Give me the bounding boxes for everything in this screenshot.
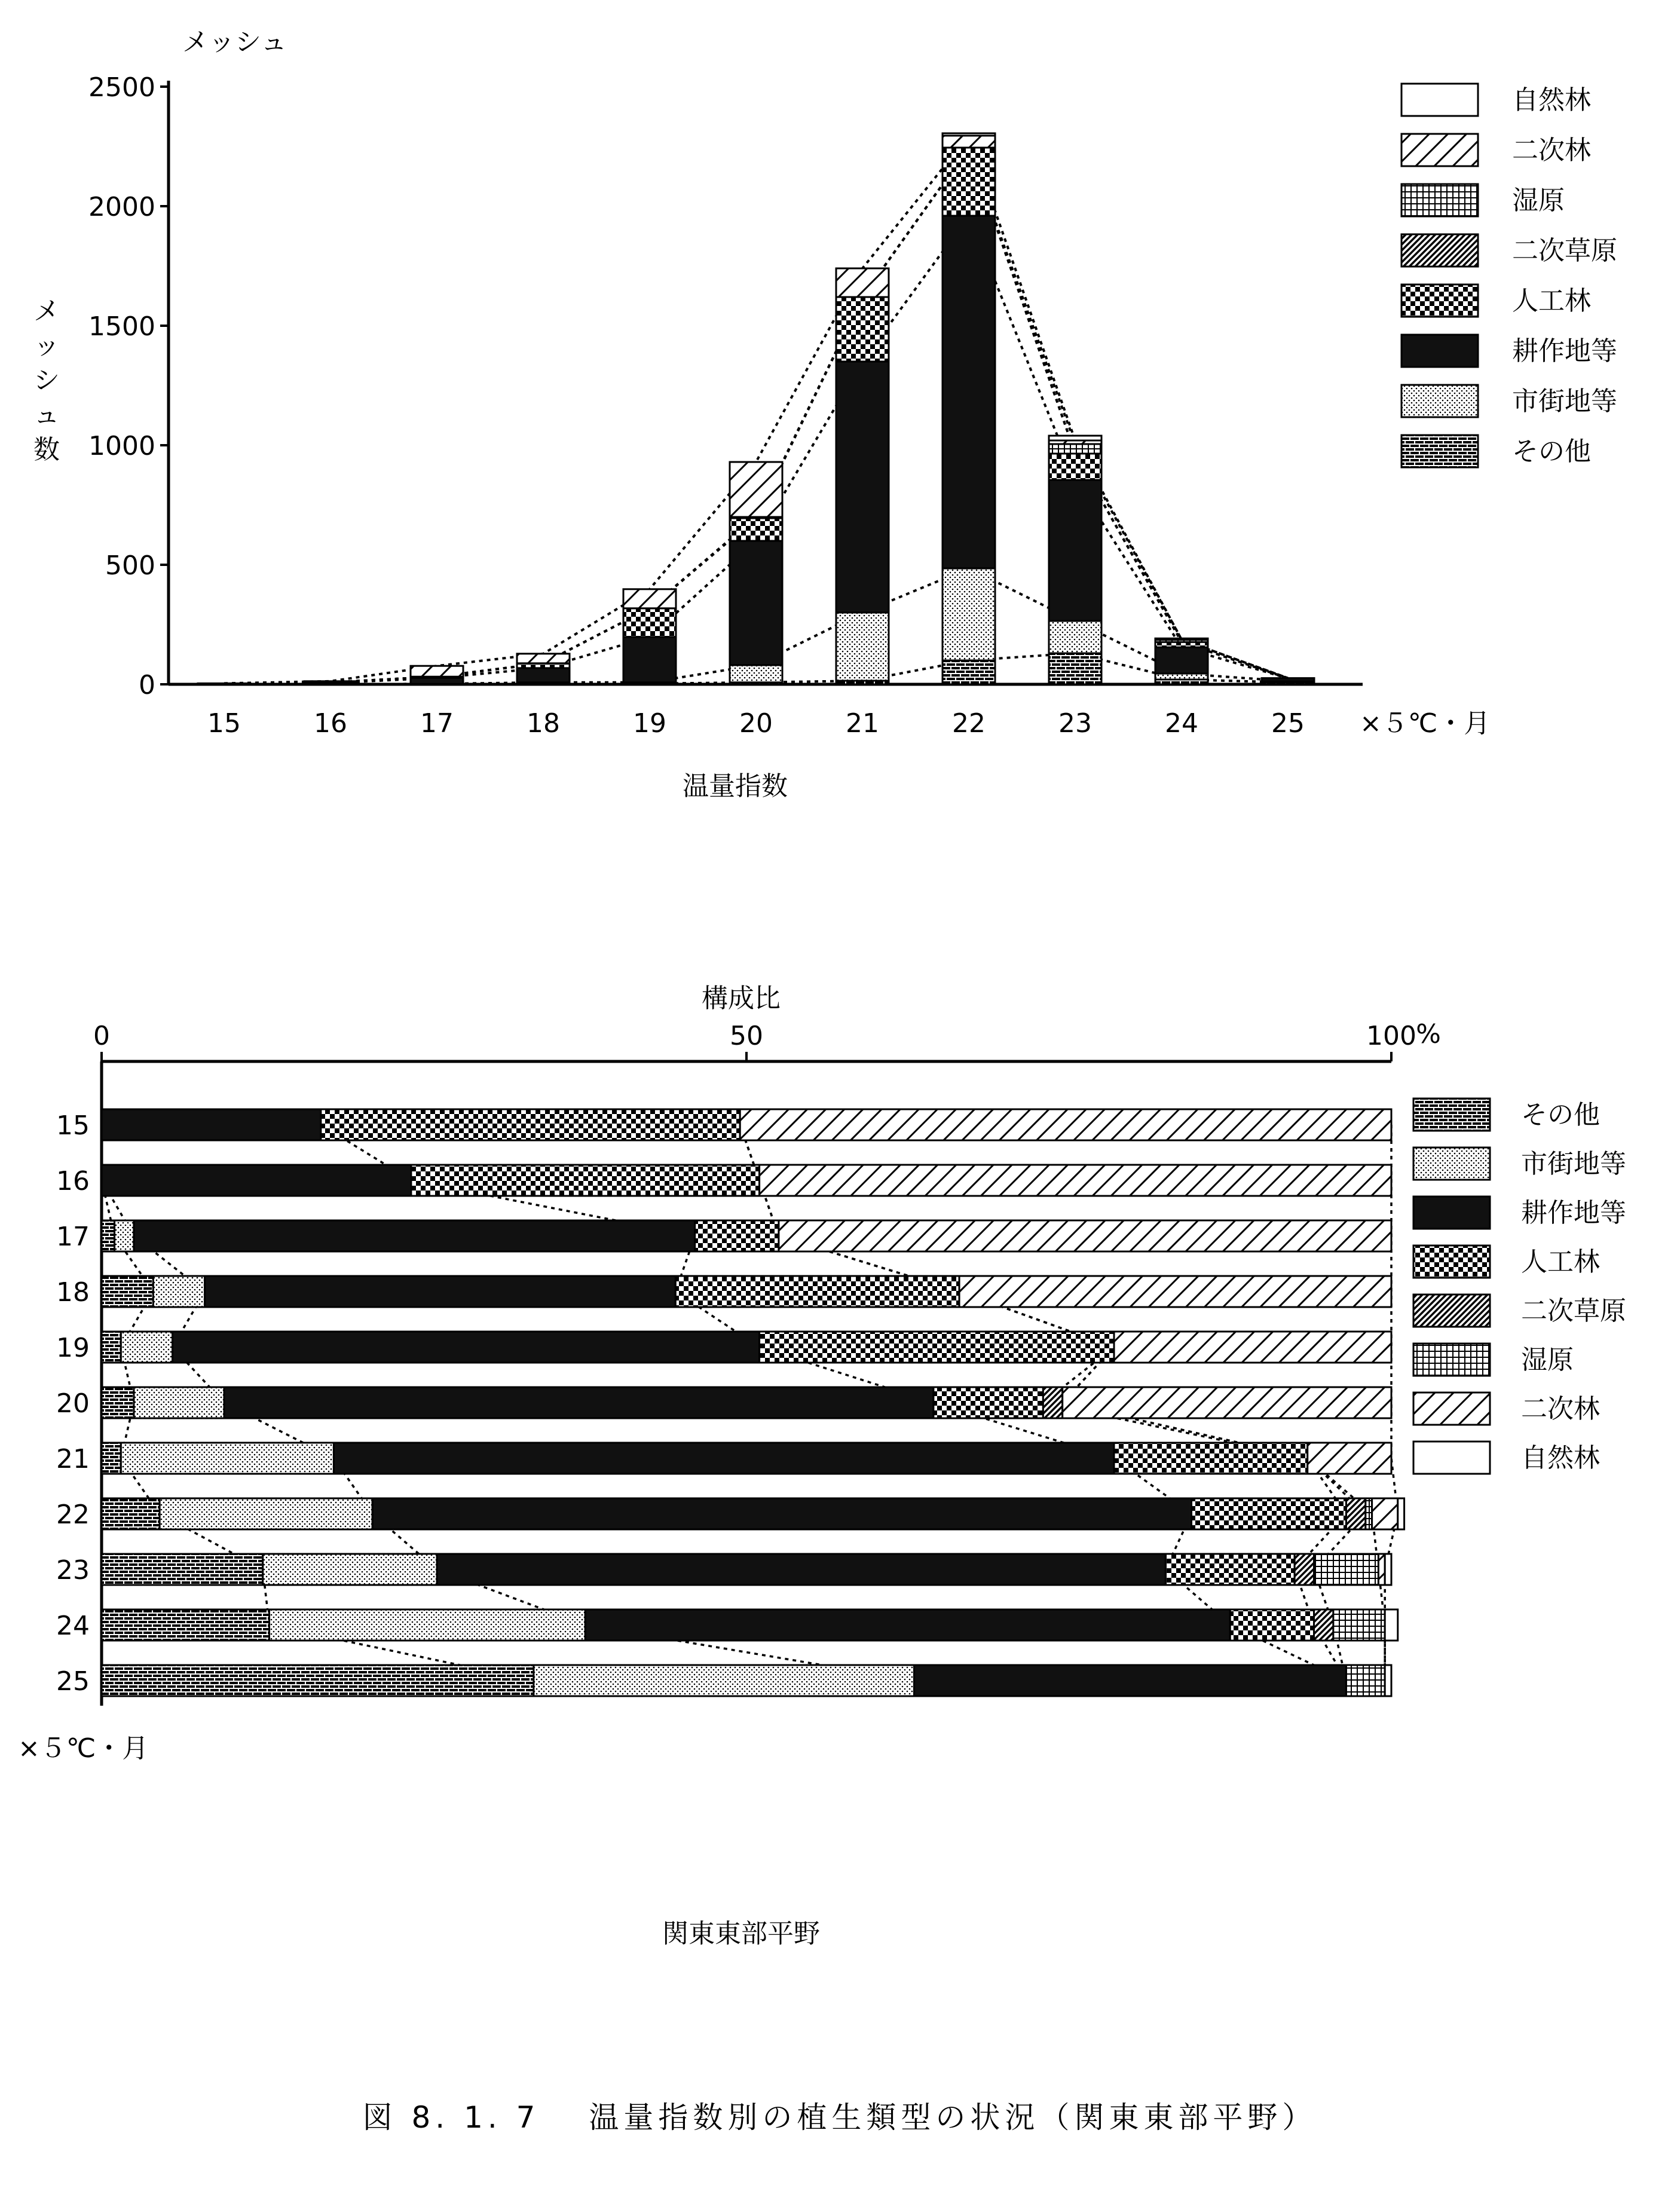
bar-segment-series-6 [959,1276,1391,1307]
bar-segment-series-1 [153,1276,204,1307]
y-tick-label: 18 [56,1277,90,1308]
legend-swatch [1401,84,1478,116]
legend-swatch [1413,1196,1490,1229]
tick-labels [88,72,1305,739]
legend-label: 湿原 [1512,185,1565,216]
x-tick-label: 22 [952,708,986,739]
legend [1401,84,1617,467]
y-tick-label: 2500 [88,72,155,103]
bar-segment-series-5 [1314,1554,1379,1585]
bar-segment-series-1 [160,1498,372,1529]
legend-label: 自然林 [1521,1443,1600,1473]
bar-segment-series-3 [411,1165,760,1196]
bar-segment-series-3 [1165,1554,1295,1585]
bar-segment-series-2 [623,637,676,683]
legend-swatch [1401,435,1478,467]
x-axis-title: 温量指数 [683,771,788,801]
bar-segment-series-2 [1049,480,1101,621]
x-tick-label: 15 [207,708,241,739]
legend-label: 市街地等 [1521,1149,1626,1179]
legend-swatch [1413,1098,1490,1131]
bar-segment-series-2 [585,1609,1230,1641]
legend-label: 二次草原 [1512,235,1617,266]
figure-caption: 図 8. 1. 7 温量指数別の植生類型の状況（関東東部平野） [362,2100,1317,2135]
chart-title: 構成比 [702,983,781,1014]
bar-segment-series-6 [304,681,357,683]
bar-segment-series-1 [121,1443,333,1474]
bars [198,133,1314,684]
bar-segment-series-6 [1372,1498,1398,1529]
bar-segment-series-6 [1114,1332,1391,1363]
bar-segment-series-6 [1063,1387,1391,1418]
bar-segment-series-2 [224,1387,934,1418]
bar-segment-series-1 [134,1387,224,1418]
legend-swatch [1413,1147,1490,1180]
bar-segment-series-6 [1378,1554,1385,1585]
composition-ratio-chart [18,983,1626,1764]
bar-segment-series-2 [836,362,889,613]
x-tick-label: 19 [633,708,666,739]
bar-segment-series-7 [942,133,995,136]
bar-segment-series-2 [730,541,782,665]
bar-segment-series-6 [740,1109,1391,1140]
y-tick-label: 19 [56,1333,90,1363]
y-tick-label: 20 [56,1388,90,1419]
legend-swatch [1413,1344,1490,1376]
y-tick-label: 17 [56,1222,90,1252]
bar-segment-series-0 [102,1276,153,1307]
x-tick-label: 100 [1366,1021,1416,1051]
bar-segment-series-1 [121,1332,172,1363]
bar-segment-series-5 [1333,1609,1385,1641]
bar-segment-series-6 [411,666,463,677]
legend-label: 市街地等 [1512,386,1617,417]
bar-segment-series-6 [198,683,250,684]
bar-segment-series-2 [333,1443,1114,1474]
bar-segment-series-3 [730,518,782,541]
bar-segment-series-3 [321,1109,740,1140]
legend-swatch [1401,385,1478,417]
legend-swatch [1413,1245,1490,1278]
x-tick-label: 25 [1271,708,1305,739]
y-unit-label: ×５℃・月 [18,1733,149,1764]
bar-segment-series-0 [102,1609,270,1641]
y-tick-label: 25 [56,1666,90,1697]
bar-segment-series-7 [1398,1498,1404,1529]
bar-segment-series-1 [270,1609,586,1641]
x-tick-label: 20 [739,708,773,739]
x-tick-label: 50 [730,1021,763,1051]
bar-segment-series-6 [942,136,995,148]
bar-segment-series-7 [1049,436,1101,440]
y-tick-label: 1500 [88,311,155,342]
legend-swatch [1413,1295,1490,1327]
bar-segment-series-3 [836,297,889,362]
stacked-bar-chart [33,27,1617,801]
bar-segment-series-2 [102,1109,321,1140]
bar-segment-series-5 [1366,1498,1372,1529]
bar-segment-series-7 [1385,1609,1398,1641]
bar-segment-series-3 [623,608,676,637]
bar-segment-series-0 [102,1443,121,1474]
bar-segment-series-1 [263,1554,437,1585]
x-tick-label: 18 [527,708,560,739]
x-unit-label: ×５℃・月 [1360,708,1491,739]
bar-segment-series-2 [437,1554,1165,1585]
y-tick-label: 0 [139,670,155,700]
bar-segment-series-2 [134,1220,695,1251]
y-tick-label: 16 [56,1166,90,1196]
bar-segment-series-2 [517,668,570,683]
bar-segment-series-4 [1346,1498,1365,1529]
legend-swatch [1401,184,1478,216]
legend-label: 湿原 [1521,1345,1574,1375]
bar-segment-series-2 [102,1165,411,1196]
bar-segment-series-5 [1262,678,1314,679]
y-axis-title-char: 数 [33,434,60,465]
legend-label: 人工林 [1512,286,1591,316]
bar-segment-series-4 [1314,1609,1333,1641]
bar-segment-series-4 [1295,1554,1314,1585]
bar-segment-series-3 [1049,454,1101,480]
bar-segment-series-0 [102,1498,160,1529]
bar-segment-series-3 [1230,1609,1314,1641]
legend-label: 二次林 [1512,135,1591,166]
bar-segment-series-3 [942,148,995,216]
bar-segment-series-3 [1192,1498,1347,1529]
bar-segment-series-3 [695,1220,779,1251]
bar-segment-series-6 [730,462,782,517]
bar-segment-series-7 [1155,638,1208,639]
y-tick-label: 1000 [88,431,155,461]
legend-label: その他 [1512,436,1591,467]
bar-segment-series-6 [836,268,889,297]
x-tick-label: 16 [314,708,347,739]
bar-segment-series-2 [372,1498,1191,1529]
bar-segment-series-1 [942,568,995,660]
y-tick-label: 15 [56,1110,90,1141]
bar-segment-series-0 [102,1554,263,1585]
legend [1413,1098,1626,1474]
bar-segment-series-0 [1049,653,1101,684]
y-tick-label: 2000 [88,192,155,222]
legend-label: 耕作地等 [1521,1198,1626,1228]
bar-segment-series-5 [1346,1665,1385,1696]
y-axis-title [33,296,60,465]
bar-segment-series-0 [102,1387,134,1418]
legend-swatch [1401,134,1478,166]
bar-segment-series-7 [1385,1665,1391,1696]
legend-label: 二次草原 [1521,1296,1626,1326]
y-tick-label: 21 [56,1444,90,1474]
y-unit-label: メッシュ [182,27,287,57]
x-tick-label: 23 [1058,708,1092,739]
y-axis-title-char: ュ [33,400,60,430]
y-tick-label: 24 [56,1611,90,1641]
legend-label: 耕作地等 [1512,336,1617,366]
legend-label: 人工林 [1521,1247,1600,1277]
bar-segment-series-6 [623,589,676,608]
percent-label: % [1416,1019,1441,1049]
legend-swatch [1401,284,1478,317]
legend-label: 二次林 [1521,1394,1600,1424]
bar-segment-series-3 [760,1332,1114,1363]
x-tick-label: 21 [846,708,879,739]
y-axis-title-char: メ [33,296,60,326]
legend-label: 自然林 [1512,85,1591,115]
bar-segment-series-2 [205,1276,676,1307]
bar-segment-series-6 [760,1165,1391,1196]
bar-segment-series-1 [1049,621,1101,653]
bar-segment-series-0 [102,1332,121,1363]
x-tick-label: 24 [1165,708,1198,739]
bar-segment-series-1 [730,665,782,683]
bar-segment-series-7 [1385,1554,1391,1585]
y-tick-label: 23 [56,1555,90,1586]
y-tick-label: 500 [105,550,155,581]
bars [102,1109,1404,1696]
bar-segment-series-0 [102,1665,534,1696]
bar-segment-series-0 [102,1220,115,1251]
bar-segment-series-1 [115,1220,134,1251]
bar-segment-series-3 [934,1387,1043,1418]
legend-swatch [1413,1393,1490,1425]
x-tick-label: 17 [420,708,454,739]
y-axis-title-char: シ [33,365,60,396]
bar-segment-series-5 [1049,444,1101,454]
y-axis-title-char: ッ [33,330,60,361]
bar-segment-series-1 [836,613,889,681]
bar-segment-series-6 [1308,1443,1391,1474]
bar-segment-series-6 [517,654,570,663]
bar-segment-series-0 [942,660,995,684]
bar-segment-series-2 [173,1332,760,1363]
bar-segment-series-6 [779,1220,1391,1251]
y-tick-label: 22 [56,1499,90,1530]
region-label: 関東東部平野 [662,1918,820,1949]
legend-swatch [1401,335,1478,367]
bar-segment-series-2 [914,1665,1347,1696]
bar-segment-series-4 [1043,1387,1062,1418]
bar-segment-series-2 [1155,647,1208,674]
bar-segment-series-1 [534,1665,914,1696]
bar-segment-series-3 [675,1276,959,1307]
bar-segment-series-2 [942,216,995,568]
legend-label: その他 [1521,1100,1600,1130]
x-tick-label: 0 [93,1021,110,1051]
bar-segment-series-3 [1114,1443,1308,1474]
legend-swatch [1413,1442,1490,1474]
legend-swatch [1401,234,1478,267]
